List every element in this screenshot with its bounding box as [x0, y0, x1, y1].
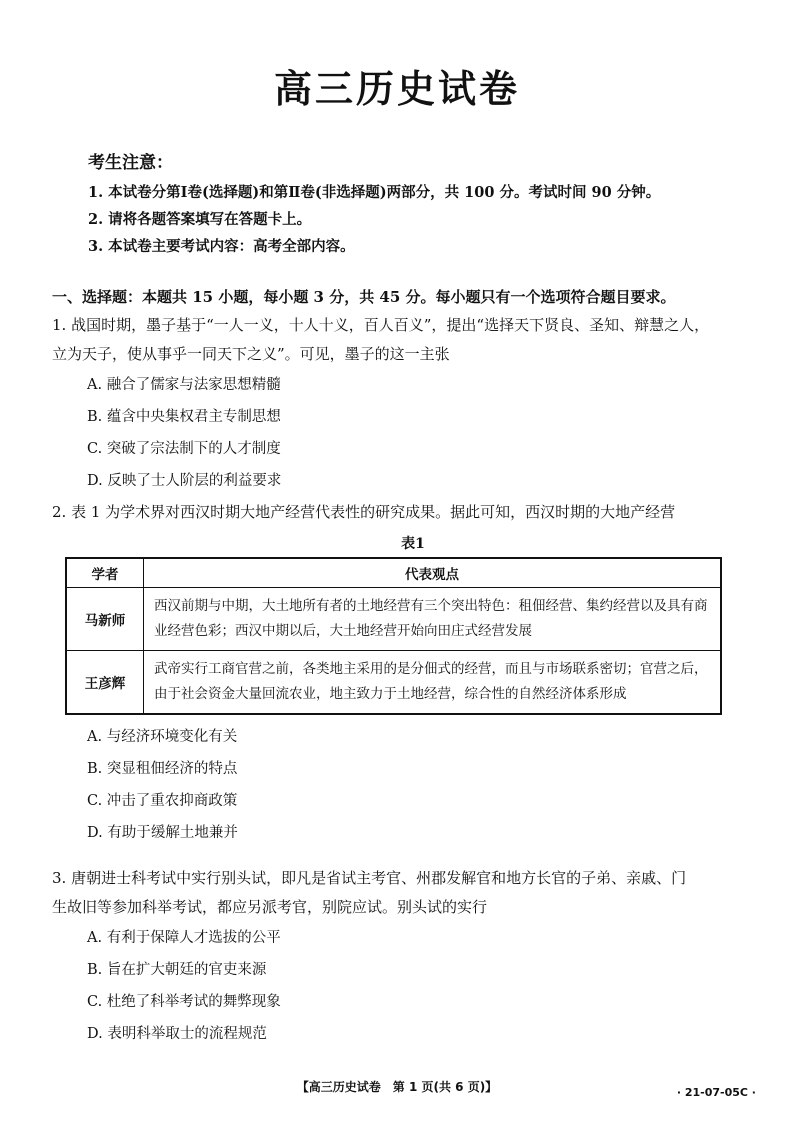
question-3-stem-line-1: 3. 唐朝进士科考试中实行别头试，即凡是省试主考官、州郡发解官和地方长官的子弟、亲戚、门 — [52, 869, 687, 887]
question-3-stem-line-2: 生故旧等参加科举考试，都应另派考官，别院应试。别头试的实行 — [52, 898, 488, 916]
question-1-option-b: B. 蕴含中央集权君主专制思想 — [87, 409, 281, 425]
question-2-options — [52, 721, 774, 849]
question-1-option-a: A. 融合了儒家与法家思想精髓 — [87, 377, 281, 393]
question-3 — [52, 864, 774, 1050]
table-cell-name: 王彦辉 — [66, 651, 144, 715]
question-2-option-c: C. 冲击了重农抑商政策 — [87, 793, 238, 809]
question-2-option-d: D. 有助于缓解土地兼并 — [87, 825, 238, 841]
question-1 — [52, 311, 774, 497]
table-header-row — [66, 558, 721, 588]
notice-heading: 考生注意： — [88, 153, 173, 173]
question-1-option-c: C. 突破了宗法制下的人才制度 — [87, 441, 281, 457]
table-row — [66, 651, 721, 715]
notice-line-2: 2. 请将各题答案填写在答题卡上。 — [88, 211, 312, 228]
question-2-stem-line-1: 2. 表 1 为学术界对西汉时期大地产经营代表性的研究成果。据此可知，西汉时期的大地产经营 — [52, 503, 676, 521]
question-3-option-c: C. 杜绝了科举考试的舞弊现象 — [87, 994, 281, 1010]
table-cell-name: 马新师 — [66, 588, 144, 651]
notice-line-1: 1. 本试卷分第Ⅰ卷(选择题)和第Ⅱ卷(非选择题)两部分，共 100 分。考试时间 90 分钟。 — [88, 184, 661, 201]
page-footer: 【高三历史试卷 第 1 页(共 6 页)】 — [296, 1080, 498, 1094]
table-row — [66, 588, 721, 651]
notice-block — [88, 148, 768, 260]
exam-code: · 21-07-05C · — [676, 1086, 756, 1099]
question-2-option-b: B. 突显租佃经济的特点 — [87, 761, 238, 777]
question-1-stem-line-1: 1. 战国时期，墨子基于“一人一义，十人十义，百人百义”，提出“选择天下贤良、圣知、辩慧之人， — [52, 316, 710, 334]
section-heading: 一、选择题：本题共 15 小题，每小题 3 分，共 45 分。每小题只有一个选项符合题目要求。 — [52, 288, 676, 306]
question-3-option-b: B. 旨在扩大朝廷的官吏来源 — [87, 962, 267, 978]
question-3-option-d: D. 表明科举取士的流程规范 — [87, 1026, 267, 1042]
notice-line-3: 3. 本试卷主要考试内容：高考全部内容。 — [88, 238, 355, 255]
table-header-scholar: 学者 — [66, 558, 144, 588]
question-2-option-a: A. 与经济环境变化有关 — [87, 729, 238, 745]
question-1-stem-line-2: 立为天子，使从事乎一同天下之义”。可见，墨子的这一主张 — [52, 345, 450, 363]
table-cell-view: 西汉前期与中期，大土地所有者的土地经营有三个突出特色：租佃经营、集约经营以及具有商业经营色彩；西汉中期以后，大土地经营开始向田庄式经营发展 — [144, 588, 722, 651]
table-cell-view: 武帝实行工商官营之前，各类地主采用的是分佃式的经营，而且与市场联系密切；官营之后，由于社会资金大量回流农业，地主致力于土地经营，综合性的自然经济体系形成 — [144, 651, 722, 715]
page-title: 高三历史试卷 — [273, 67, 520, 111]
table-caption: 表1 — [401, 536, 425, 552]
scholar-table — [65, 557, 722, 715]
question-3-option-a: A. 有利于保障人才选拔的公平 — [87, 930, 281, 946]
question-2 — [52, 498, 774, 849]
question-1-option-d: D. 反映了士人阶层的利益要求 — [87, 473, 282, 489]
table-header-view: 代表观点 — [144, 558, 722, 588]
